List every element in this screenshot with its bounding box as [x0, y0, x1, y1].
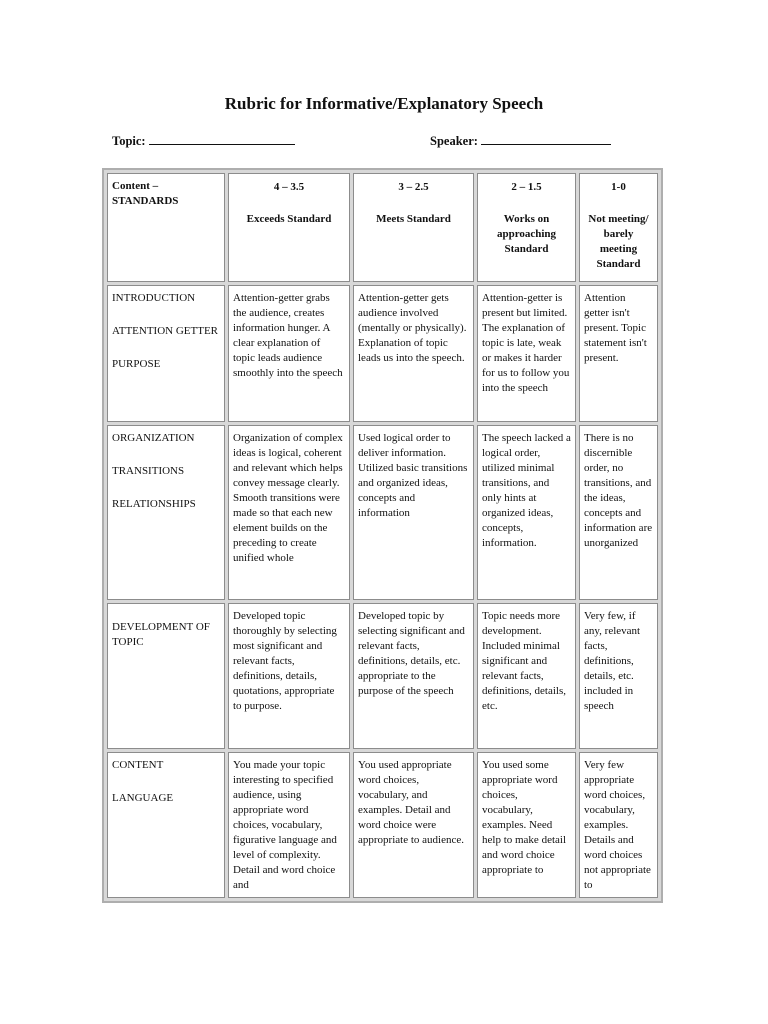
rubric-cell: Used logical order to deliver information. Utilized basic transitions and organized ideas, concepts and information — [353, 425, 474, 600]
criteria-label: CONTENT — [112, 759, 164, 771]
criteria-cell — [107, 425, 225, 600]
rubric-cell: Developed topic thoroughly by selecting most significant and relevant facts, definitions, details, quotations, appropriate to purpose. — [228, 603, 350, 749]
rubric-cell: Developed topic by selecting significant and relevant facts, definitions, details, etc. appropriate to the purpose of the speech — [353, 603, 474, 749]
rubric-cell: Very few appropriate word choices, vocabulary, examples. Details and word choices not appropriate to — [579, 752, 658, 898]
rubric-cell: Attention getter isn't present. Topic statement isn't present. — [579, 285, 658, 422]
row-development — [107, 603, 658, 749]
criteria-label: ORGANIZATION — [112, 432, 195, 444]
rubric-cell: You used some appropriate word choices, vocabulary, examples. Need help to make detail and word choice appropriate to — [477, 752, 576, 898]
level-score: 3 – 2.5 — [398, 181, 429, 193]
criteria-cell — [107, 752, 225, 898]
level-score: 2 – 1.5 — [511, 181, 542, 193]
row-organization — [107, 425, 658, 600]
row-introduction — [107, 285, 658, 422]
speaker-line — [430, 134, 611, 149]
level-header-exceeds — [228, 173, 350, 282]
level-label: Meets Standard — [376, 213, 451, 225]
rubric-cell: You used appropriate word choices, vocabulary, and examples. Detail and word choice were appropriate to audience. — [353, 752, 474, 898]
level-header-approaching — [477, 173, 576, 282]
rubric-cell: There is no discernible order, no transitions, and the ideas, concepts and information are unorganized — [579, 425, 658, 600]
speaker-label: Speaker: — [430, 134, 478, 148]
topic-line — [112, 134, 295, 149]
rubric-cell: You made your topic interesting to specified audience, using appropriate word choices, vocabulary, figurative language and level of complexity. Detail and word choice and — [228, 752, 350, 898]
row-content-language — [107, 752, 658, 898]
criteria-label: PURPOSE — [112, 358, 161, 370]
criteria-cell — [107, 285, 225, 422]
criteria-header: Content – STANDARDS — [107, 173, 225, 282]
level-header-meets — [353, 173, 474, 282]
criteria-label: RELATIONSHIPS — [112, 498, 196, 510]
criteria-label: ATTENTION GETTER — [112, 325, 219, 337]
topic-label: Topic: — [112, 134, 146, 148]
level-label: Works on approaching Standard — [496, 213, 557, 255]
criteria-label: LANGUAGE — [112, 792, 174, 804]
level-score: 1-0 — [611, 181, 626, 193]
level-label: Not meeting/ barely meeting Standard — [588, 213, 649, 270]
rubric-cell: Attention-getter is present but limited. The explanation of topic is late, weak or makes it harder for us to follow you into the speech — [477, 285, 576, 422]
rubric-cell: Very few, if any, relevant facts, definitions, details, etc. included in speech — [579, 603, 658, 749]
level-score: 4 – 3.5 — [273, 181, 305, 193]
level-label: Exceeds Standard — [246, 213, 332, 225]
header-row — [107, 173, 658, 282]
criteria-label: TRANSITIONS — [112, 465, 185, 477]
rubric-table — [102, 168, 663, 903]
document-title: Rubric for Informative/Explanatory Speech — [224, 94, 544, 113]
criteria-cell — [107, 603, 225, 749]
rubric-cell: Topic needs more development. Included minimal significant and relevant facts, definitions, details, etc. — [477, 603, 576, 749]
rubric-cell: Attention-getter gets audience involved (mentally or physically). Explanation of topic leads us into the speech. — [353, 285, 474, 422]
rubric-cell: The speech lacked a logical order, utilized minimal transitions, and only hints at organized ideas, concepts, information. — [477, 425, 576, 600]
criteria-label: INTRODUCTION — [112, 292, 196, 304]
topic-blank — [149, 134, 295, 145]
rubric-cell: Attention-getter grabs the audience, creates information hunger. A clear explanation of topic leads audience smoothly into the speech — [228, 285, 350, 422]
level-header-not-meeting — [579, 173, 658, 282]
speaker-blank — [481, 134, 611, 145]
rubric-cell: Organization of complex ideas is logical, coherent and relevant which helps convey message clearly. Smooth transitions were made so that each new element builds on the preceding to create unified whole — [228, 425, 350, 600]
criteria-label: DEVELOPMENT OF TOPIC — [112, 621, 210, 648]
